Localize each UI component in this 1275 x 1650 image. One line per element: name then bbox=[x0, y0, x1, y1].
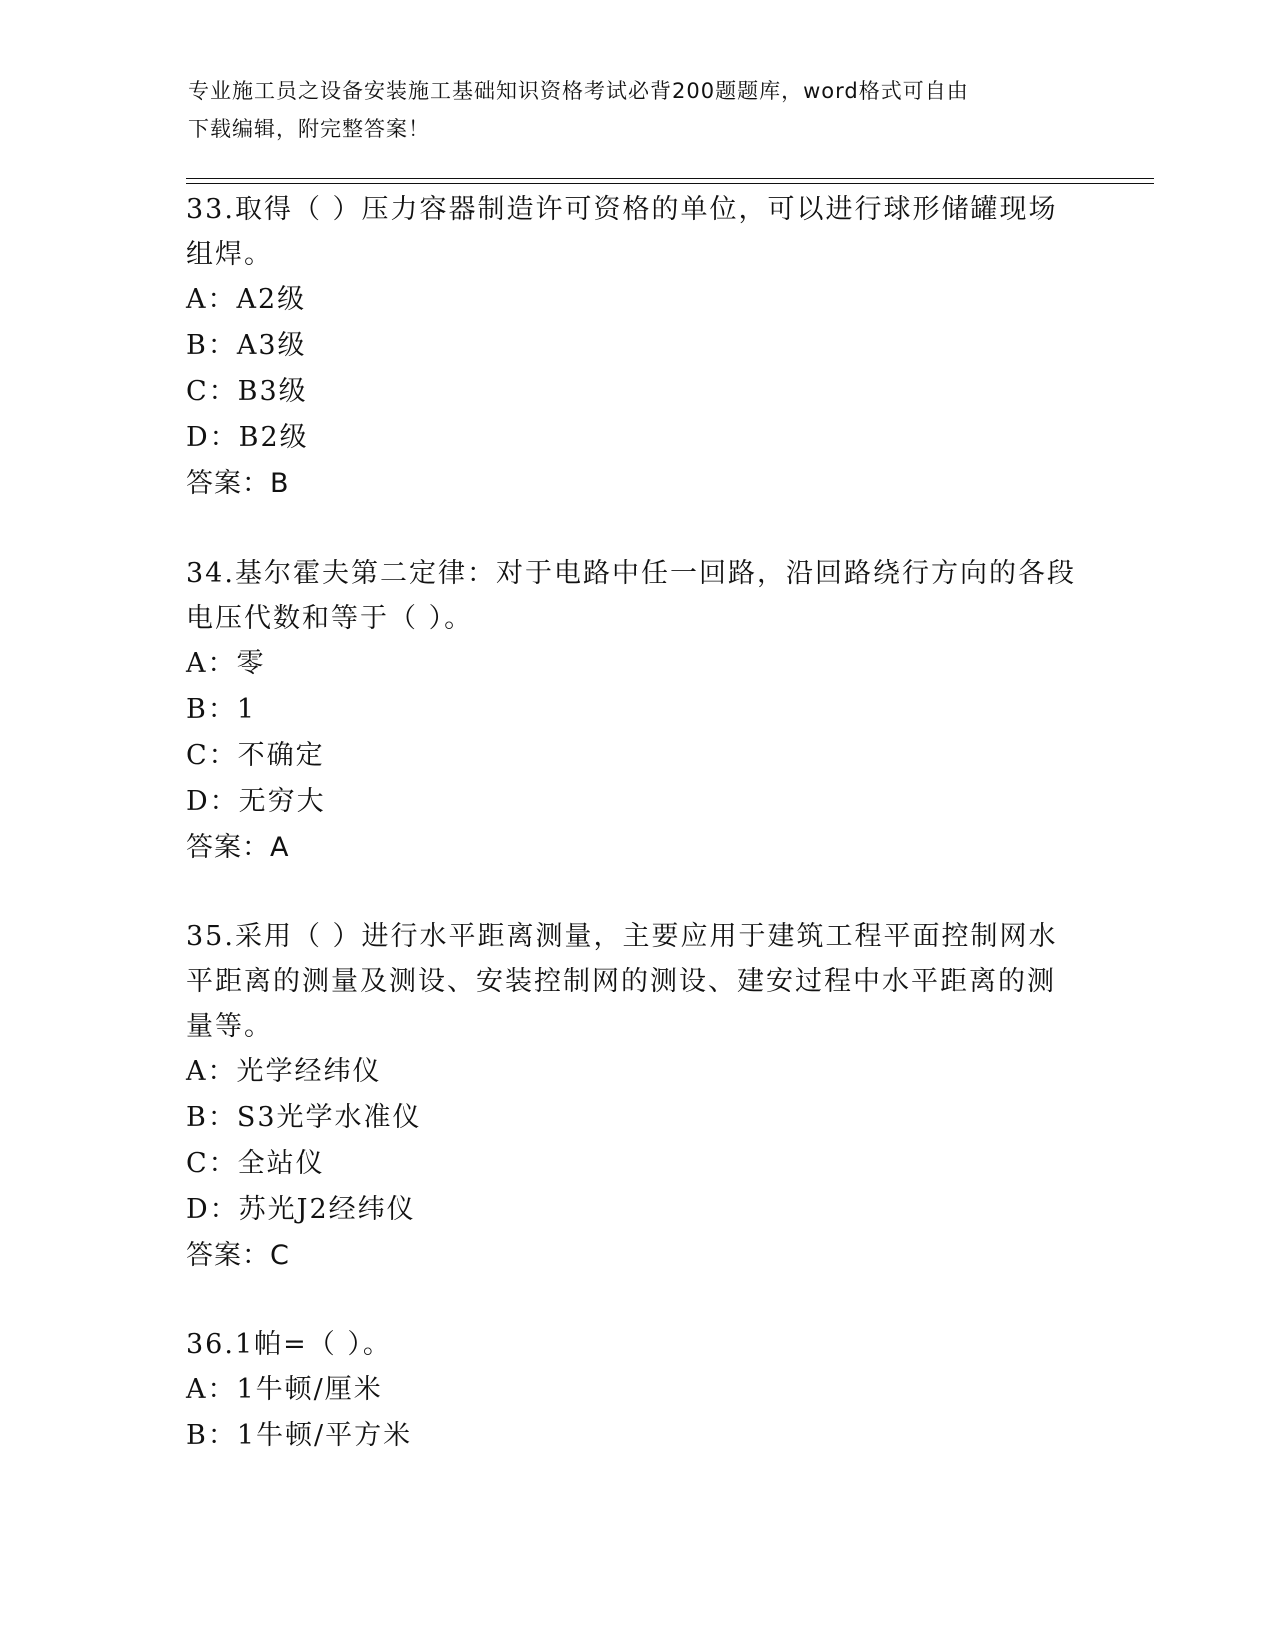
option-a: A：光学经纬仪 bbox=[186, 1056, 382, 1087]
option-b: B：A3级 bbox=[186, 330, 307, 361]
option-b: B：1 bbox=[186, 694, 257, 725]
question-36 bbox=[186, 1322, 1086, 1459]
option-d: D：无穷大 bbox=[186, 786, 326, 817]
question-stem-line: 组焊。 bbox=[186, 239, 273, 270]
option-c: C：不确定 bbox=[186, 740, 325, 771]
question-stem-line: 量等。 bbox=[186, 1011, 273, 1042]
answer-line: 答案：A bbox=[186, 832, 290, 863]
question-stem-line: 33.取得（ ）压力容器制造许可资格的单位，可以进行球形储罐现场 bbox=[186, 194, 1058, 225]
header-divider-top bbox=[186, 178, 1154, 179]
option-d: D：B2级 bbox=[186, 422, 309, 453]
option-d: D：苏光J2经纬仪 bbox=[186, 1194, 416, 1225]
question-stem-line: 36.1帕=（ ）。 bbox=[186, 1329, 392, 1360]
option-c: C：全站仪 bbox=[186, 1148, 325, 1179]
header-line-1: 专业施工员之设备安装施工基础知识资格考试必背200题题库，word格式可自由 bbox=[188, 79, 969, 103]
question-stem-line: 34.基尔霍夫第二定律：对于电路中任一回路，沿回路绕行方向的各段 bbox=[186, 558, 1076, 589]
option-a: A：1牛顿/厘米 bbox=[186, 1374, 383, 1405]
answer-line: 答案：C bbox=[186, 1240, 290, 1271]
question-stem-line: 35.采用（ ）进行水平距离测量，主要应用于建筑工程平面控制网水 bbox=[186, 921, 1058, 952]
document-header bbox=[188, 72, 1068, 148]
question-35 bbox=[186, 914, 1086, 1279]
option-c: C：B3级 bbox=[186, 376, 308, 407]
answer-line: 答案：B bbox=[186, 468, 290, 499]
option-a: A：A2级 bbox=[186, 284, 307, 315]
option-a: A：零 bbox=[186, 648, 266, 679]
question-stem-line: 平距离的测量及测设、安装控制网的测设、建安过程中水平距离的测 bbox=[186, 966, 1056, 997]
question-stem-line: 电压代数和等于（ ）。 bbox=[186, 603, 474, 634]
option-b: B：S3光学水准仪 bbox=[186, 1102, 422, 1133]
option-b: B：1牛顿/平方米 bbox=[186, 1420, 413, 1451]
header-divider-bottom bbox=[186, 183, 1154, 184]
question-33 bbox=[186, 187, 1086, 507]
question-34 bbox=[186, 551, 1086, 871]
header-line-2: 下载编辑，附完整答案！ bbox=[188, 117, 430, 141]
